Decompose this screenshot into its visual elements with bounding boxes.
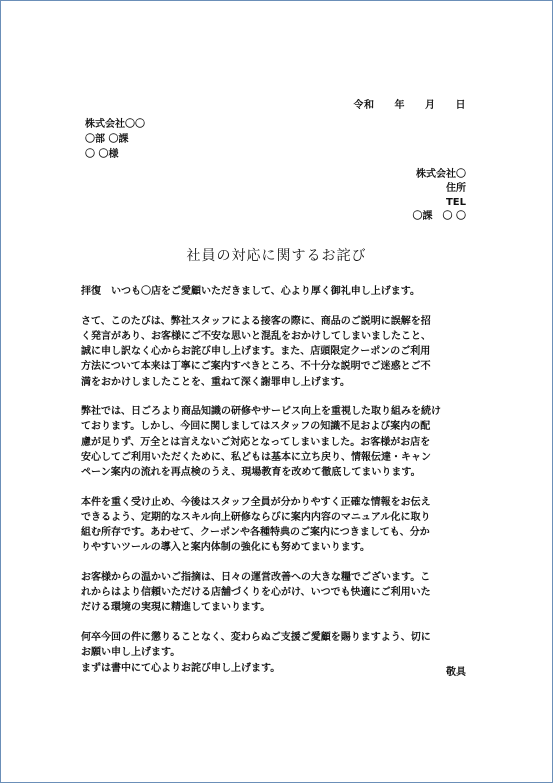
paragraph-greeting: [81, 284, 483, 299]
paragraph-measures: [81, 495, 483, 556]
body-line: 組む所存です。あわせて、クーポンや各種特典のご案内につきましても、分か: [81, 527, 430, 539]
sender-name: 〇課 〇 〇: [412, 211, 466, 222]
sender-company: 株式会社〇: [416, 169, 466, 180]
body-line: まずは書中にて心よりお詫び申し上げます。: [81, 662, 281, 674]
body-line: ております。しかし、今回に関しましてはスタッフの知識不足および案内の配: [81, 421, 431, 433]
paragraph-apology: [81, 314, 483, 390]
date-era: 令和: [353, 100, 375, 111]
body-line: 慮が足りず、万全とは言えないご対応となってしまいました。お客様がお店を: [81, 436, 431, 448]
body-line: さて、このたびは、弊社スタッフによる接客の際に、商品のご説明に誤解を招: [81, 315, 431, 327]
body-line: れからはより信頼いただける店舗づくりを心がけ、いつでも快適にご利用いた: [81, 587, 431, 599]
recipient-name: 〇 〇様: [85, 149, 119, 160]
body-line: く発言があり、お客様にご不安な思いと混乱をおかけしてしまいましたこと、: [81, 330, 431, 342]
body-line: だける環境の実現に精進してまいります。: [81, 602, 271, 614]
paragraph-closing-request: [81, 630, 483, 676]
body-line: 拝復 いつも〇店をご愛顧いただきまして、心より厚く御礼申し上げます。: [81, 286, 420, 297]
recipient-company: 株式会社〇〇: [85, 119, 145, 130]
letter-title: 社員の対応に関するお詫び: [186, 248, 367, 264]
body-line: 満をおかけしましたことを、重ねて深く謝罪申し上げます。: [81, 376, 350, 388]
letter-body: [81, 284, 483, 690]
body-line: 本件を重く受け止め、今後はスタッフ全員が分かりやすく正確な情報をお伝え: [81, 496, 431, 508]
body-line: 方法について本来は丁寧にご案内すべきところ、不十分な説明でご迷惑とご不: [81, 361, 431, 373]
sender-block: [413, 168, 466, 224]
letter-date: [354, 96, 467, 111]
date-day: 日: [455, 100, 466, 111]
body-line: 何卒今回の件に懲りることなく、変わらぬご支援ご愛顧を賜りますよう、切に: [81, 632, 431, 644]
date-year: 年: [394, 100, 405, 111]
sender-address: 住所: [446, 183, 466, 194]
recipient-block: [85, 117, 145, 162]
body-line: お願い申し上げます。: [81, 647, 181, 659]
body-line: できるよう、定期的なスキル向上研修ならびに案内内容のマニュアル化に取り: [81, 511, 431, 523]
sender-tel: TEL: [445, 197, 466, 208]
date-month: 月: [425, 100, 436, 111]
recipient-department: 〇部 〇課: [85, 134, 129, 145]
body-line: 弊社では、日ごろより商品知識の研修やサービス向上を重視した取り組みを続け: [81, 406, 441, 418]
body-line: お客様からの温かいご指摘は、日々の運営改善への大きな糧でございます。こ: [81, 572, 431, 584]
body-line: 安心してご利用いただくために、私どもは基本に立ち戻り、情報伝達・キャン: [81, 451, 431, 463]
body-line: ペーン案内の流れを再点検のうえ、現場教育を改めて徹底してまいります。: [81, 467, 421, 479]
body-line: 誠に申し訳なく心からお詫び申し上げます。また、店頭限定クーポンのご利用: [81, 346, 431, 358]
body-line: りやすいツールの導入と案内体制の強化にも努めてまいります。: [81, 542, 370, 554]
paragraph-gratitude: [81, 570, 483, 616]
closing-word: 敬具: [446, 667, 466, 678]
paragraph-cause: [81, 404, 483, 480]
